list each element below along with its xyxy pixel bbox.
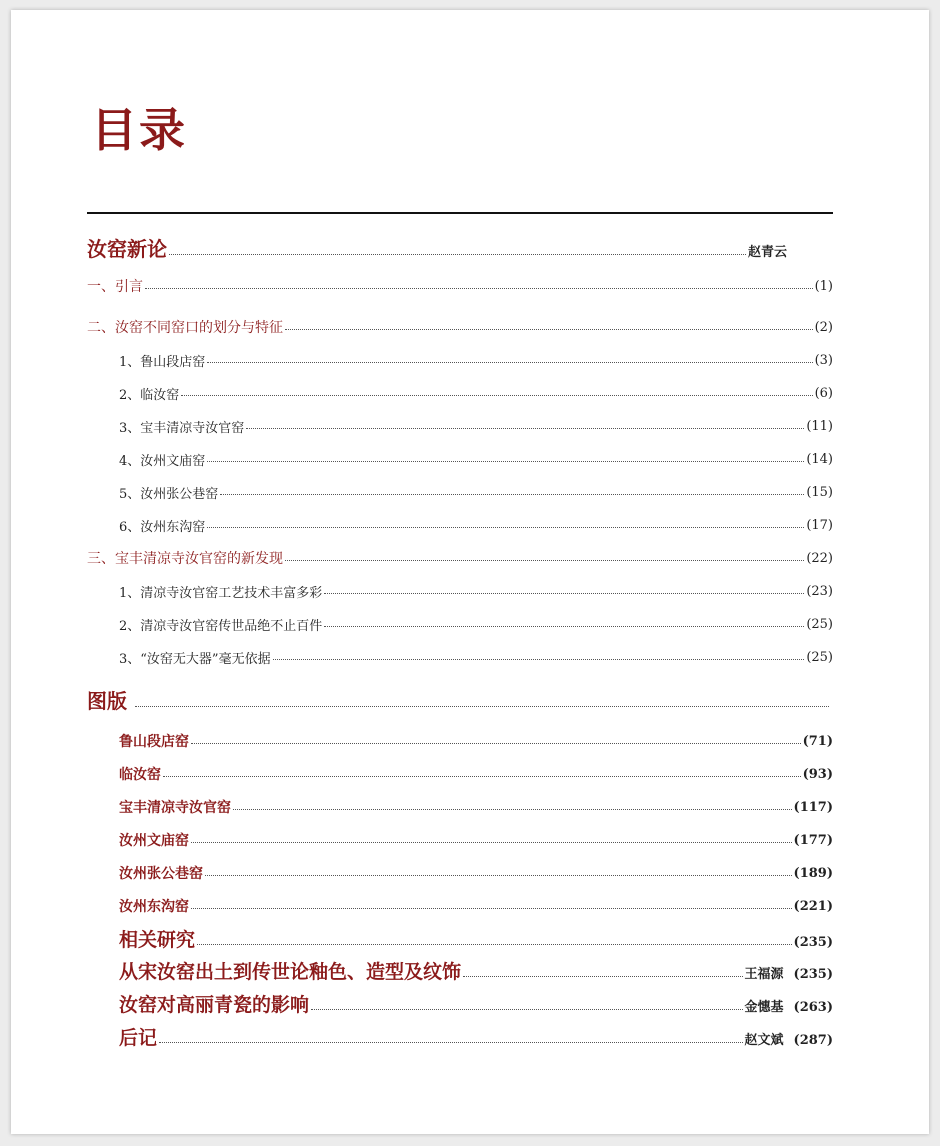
toc-page-number: (22) (806, 551, 833, 566)
toc-entry-chapter[interactable] (87, 266, 833, 296)
toc-entry-chapter[interactable] (87, 538, 833, 568)
toc-label: 二、汝窑不同窑口的划分与特征 (87, 320, 283, 336)
toc-page-number: (177) (793, 833, 833, 848)
toc-leader (324, 593, 804, 594)
toc-leader (197, 944, 792, 945)
toc-label: 相关研究 (119, 929, 196, 951)
toc-page-number: (25) (806, 617, 833, 632)
toc-author: 金憓基 (744, 1000, 784, 1015)
toc-leader (285, 329, 813, 330)
toc-label: 汝州文庙窑 (119, 833, 189, 849)
toc-leader (135, 706, 829, 707)
toc-label: 汝州张公巷窑 (119, 866, 203, 882)
toc-entry-article[interactable] (119, 987, 833, 1017)
toc-entry-article[interactable] (119, 954, 833, 984)
toc-leader (463, 976, 743, 977)
toc-entry-plate[interactable] (119, 721, 833, 751)
toc-label: 一、引言 (87, 279, 143, 295)
toc-page-number: (93) (802, 767, 833, 782)
toc-entry-section[interactable] (87, 232, 797, 262)
toc-page-number: (221) (793, 899, 833, 914)
toc-label: 汝窑对高丽青瓷的影响 (119, 994, 310, 1016)
toc-leader (207, 527, 804, 528)
toc-entry-section[interactable] (119, 922, 833, 952)
toc-label: 3、“汝窑无大器”毫无依据 (119, 652, 271, 667)
toc-label: 1、鲁山段店窑 (119, 355, 206, 370)
toc-label: 4、汝州文庙窑 (119, 454, 206, 469)
toc-entry-subsection[interactable] (119, 571, 833, 601)
toc-page-number: (15) (806, 485, 833, 500)
toc-label: 宝丰清凉寺汝官窑 (119, 800, 231, 816)
page-title: 目录 (91, 103, 187, 157)
toc-page-number: (23) (806, 584, 833, 599)
toc-leader (324, 626, 804, 627)
toc-leader (207, 362, 812, 363)
toc-label: 图版 (87, 689, 127, 713)
toc-author: 赵青云 (747, 245, 787, 260)
toc-entry-plate[interactable] (119, 754, 833, 784)
toc-entry-subsection[interactable] (119, 439, 833, 469)
document-page (11, 10, 929, 1134)
toc-entry-subsection[interactable] (119, 637, 833, 667)
toc-label: 汝窑新论 (87, 237, 167, 261)
toc-entry-plate[interactable] (119, 886, 833, 916)
toc-leader (191, 908, 792, 909)
toc-label: 3、宝丰清凉寺汝官窑 (119, 421, 245, 436)
title-divider (87, 212, 833, 214)
toc-entry-subsection[interactable] (119, 373, 833, 403)
toc-page-number: (189) (793, 866, 833, 881)
toc-page-number: (6) (814, 386, 833, 401)
toc-leader (205, 875, 792, 876)
toc-label: 2、临汝窑 (119, 388, 180, 403)
toc-author: 王福源 (744, 967, 784, 982)
toc-page-number: (3) (814, 353, 833, 368)
toc-label: 后记 (119, 1027, 158, 1049)
toc-page-number: (263) (793, 1000, 833, 1015)
toc-page-number: (1) (814, 279, 833, 294)
toc-entry-plate[interactable] (119, 787, 833, 817)
toc-label: 临汝窑 (119, 767, 161, 783)
toc-label: 鲁山段店窑 (119, 734, 189, 750)
toc-page-number: (17) (806, 518, 833, 533)
toc-label: 汝州东沟窑 (119, 899, 189, 915)
toc-entry-plate[interactable] (119, 853, 833, 883)
toc-leader (220, 494, 804, 495)
toc-leader (233, 809, 792, 810)
toc-entry-subsection[interactable] (119, 505, 833, 535)
toc-author: 赵文斌 (744, 1033, 784, 1048)
toc-entry-subsection[interactable] (119, 604, 833, 634)
toc-leader (311, 1009, 743, 1010)
toc-entry-section[interactable] (87, 684, 831, 714)
toc-leader (159, 1042, 743, 1043)
toc-leader (145, 288, 813, 289)
toc-label: 2、清凉寺汝官窑传世品绝不止百件 (119, 619, 323, 634)
toc-entry-subsection[interactable] (119, 472, 833, 502)
toc-leader (191, 743, 801, 744)
toc-leader (273, 659, 805, 660)
toc-entry-subsection[interactable] (119, 406, 833, 436)
toc-page-number: (287) (793, 1033, 833, 1048)
toc-leader (169, 254, 746, 255)
toc-label: 三、宝丰清凉寺汝官窑的新发现 (87, 551, 283, 567)
toc-entry-chapter[interactable] (87, 307, 833, 337)
toc-leader (191, 842, 792, 843)
toc-leader (246, 428, 804, 429)
toc-page-number: (235) (793, 935, 833, 950)
toc-label: 6、汝州东沟窑 (119, 520, 206, 535)
toc-page-number: (25) (806, 650, 833, 665)
toc-leader (207, 461, 804, 462)
toc-page-number: (235) (793, 967, 833, 982)
toc-page-number: (11) (806, 419, 833, 434)
toc-leader (285, 560, 804, 561)
toc-page-number: (71) (802, 734, 833, 749)
toc-page-number: (117) (793, 800, 833, 815)
toc-entry-plate[interactable] (119, 820, 833, 850)
toc-entry-section[interactable] (119, 1020, 833, 1050)
toc-page-number: (2) (814, 320, 833, 335)
toc-label: 从宋汝窑出土到传世论釉色、造型及纹饰 (119, 961, 462, 983)
toc-label: 5、汝州张公巷窑 (119, 487, 219, 502)
toc-page-number: (14) (806, 452, 833, 467)
toc-label: 1、清凉寺汝官窑工艺技术丰富多彩 (119, 586, 323, 601)
toc-leader (163, 776, 801, 777)
toc-leader (181, 395, 812, 396)
toc-entry-subsection[interactable] (119, 340, 833, 370)
